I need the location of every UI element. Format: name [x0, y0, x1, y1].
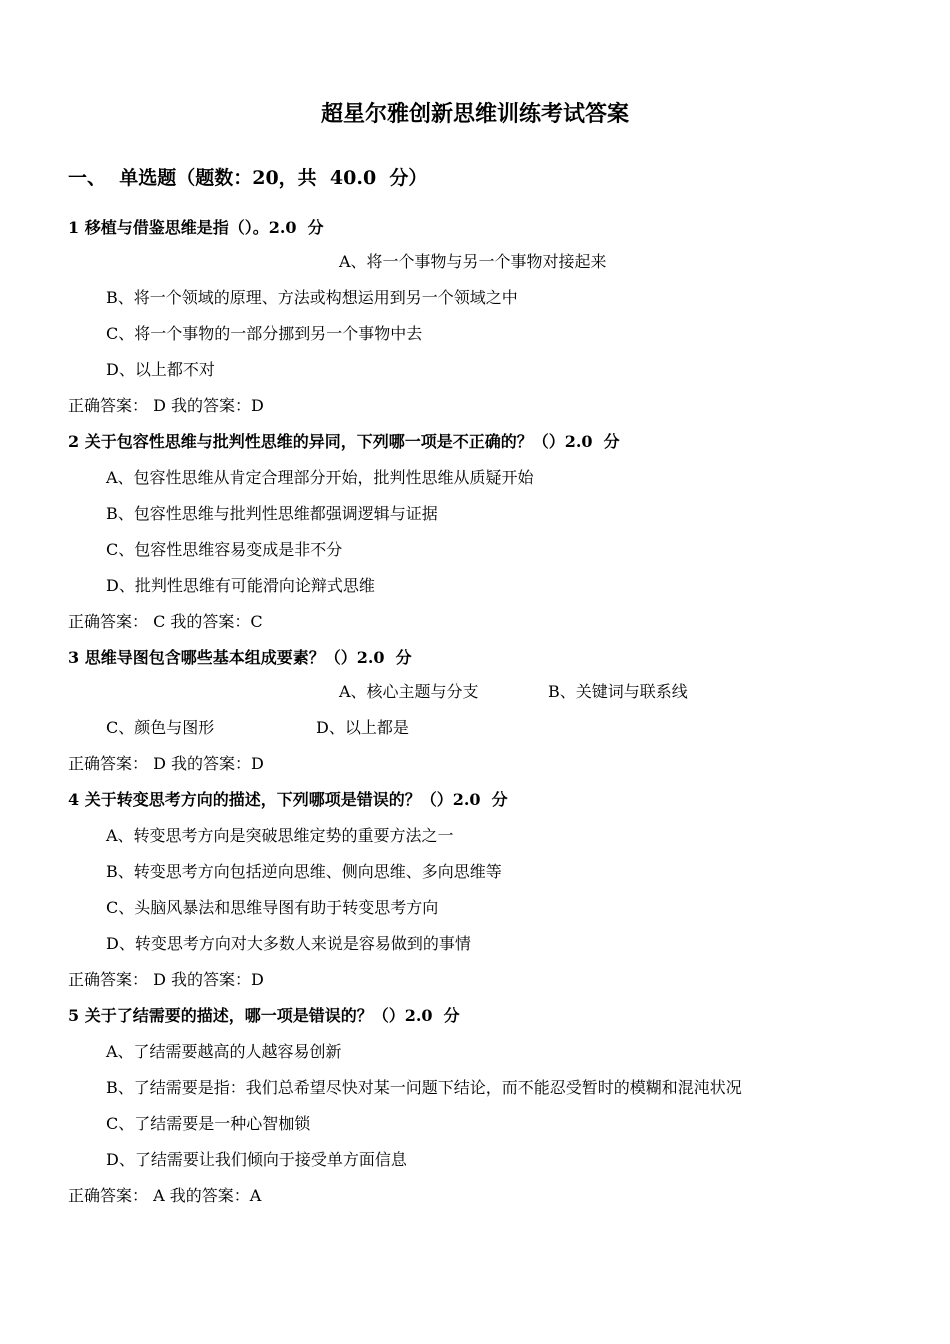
question-option: B、关键词与联系线	[548, 682, 688, 701]
question-option: C、颜色与图形	[106, 718, 215, 737]
question-option: B、将一个领域的原理、方法或构想运用到另一个领域之中	[106, 288, 518, 307]
question-option: D、以上都是	[316, 718, 409, 737]
question-stem: 5 关于了结需要的描述，哪一项是错误的？（）2.0 分	[68, 1006, 460, 1025]
question-option: D、转变思考方向对大多数人来说是容易做到的事情	[106, 934, 471, 953]
question-stem: 2 关于包容性思维与批判性思维的异同，下列哪一项是不正确的？（）2.0 分	[68, 432, 620, 451]
answer-line: 正确答案： D 我的答案：D	[68, 396, 264, 415]
question-option: D、以上都不对	[106, 360, 215, 379]
question-option: C、了结需要是一种心智枷锁	[106, 1114, 311, 1133]
answer-line: 正确答案： D 我的答案：D	[68, 754, 264, 773]
answer-line: 正确答案： C 我的答案：C	[68, 612, 263, 631]
question-option: A、了结需要越高的人越容易创新	[106, 1042, 342, 1061]
question-option: A、将一个事物与另一个事物对接起来	[339, 252, 607, 271]
question-option: D、了结需要让我们倾向于接受单方面信息	[106, 1150, 407, 1169]
question-stem: 1 移植与借鉴思维是指（）。2.0 分	[68, 218, 324, 237]
question-option: B、转变思考方向包括逆向思维、侧向思维、多向思维等	[106, 862, 502, 881]
question-option: C、包容性思维容易变成是非不分	[106, 540, 343, 559]
page-title: 超星尔雅创新思维训练考试答案	[320, 101, 629, 127]
section-heading: 一、 单选题（题数：20，共 40.0 分）	[68, 167, 428, 189]
question-option: B、包容性思维与批判性思维都强调逻辑与证据	[106, 504, 438, 523]
question-stem: 4 关于转变思考方向的描述，下列哪项是错误的？（）2.0 分	[68, 790, 508, 809]
question-option: D、批判性思维有可能滑向论辩式思维	[106, 576, 375, 595]
question-option: C、将一个事物的一部分挪到另一个事物中去	[106, 324, 423, 343]
answer-line: 正确答案： A 我的答案：A	[68, 1186, 262, 1205]
question-stem: 3 思维导图包含哪些基本组成要素？（）2.0 分	[68, 648, 412, 667]
question-option: A、转变思考方向是突破思维定势的重要方法之一	[106, 826, 454, 845]
question-option: A、包容性思维从肯定合理部分开始，批判性思维从质疑开始	[106, 468, 534, 487]
answer-line: 正确答案： D 我的答案：D	[68, 970, 264, 989]
question-option: C、头脑风暴法和思维导图有助于转变思考方向	[106, 898, 439, 917]
question-option: B、了结需要是指：我们总希望尽快对某一问题下结论，而不能忍受暂时的模糊和混沌状况	[106, 1078, 742, 1097]
question-option: A、核心主题与分支	[339, 682, 479, 701]
